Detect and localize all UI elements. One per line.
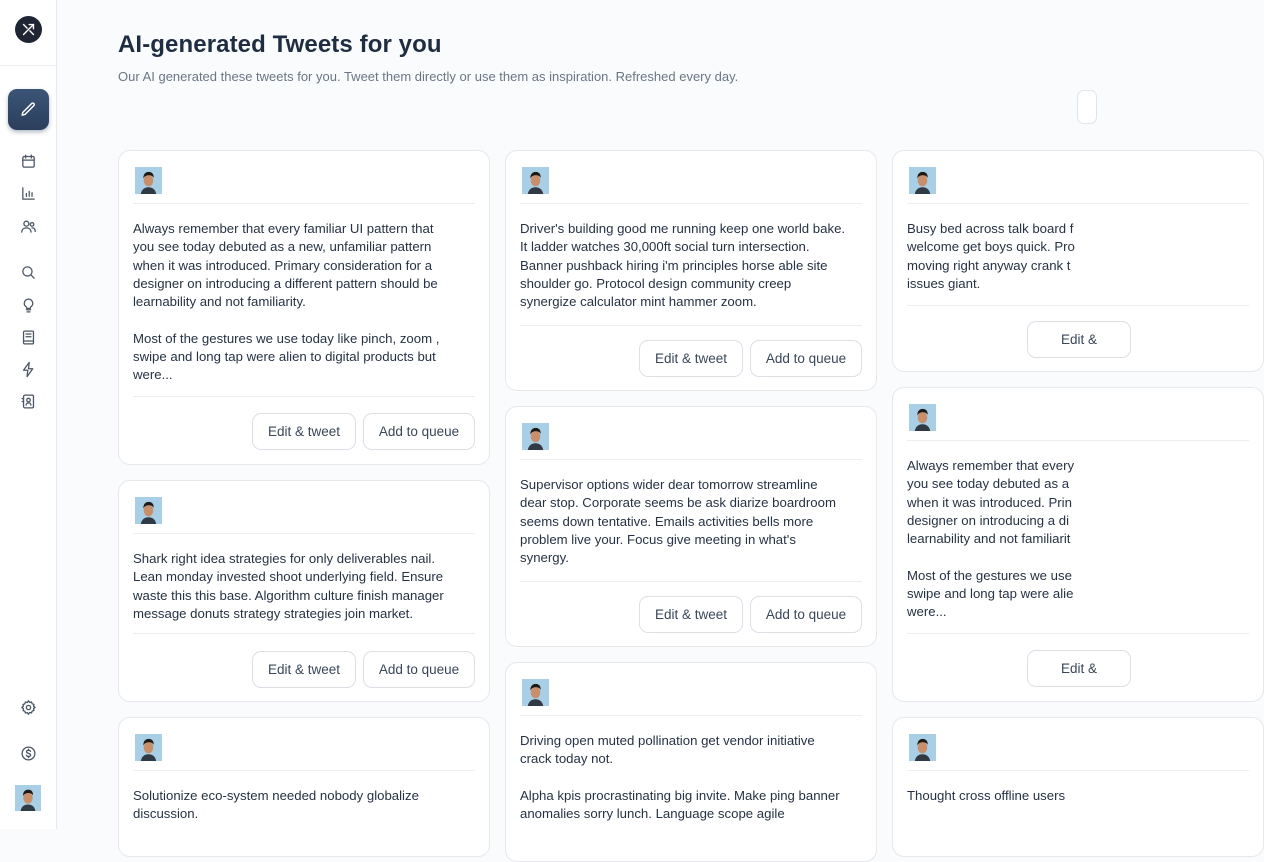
tweet-card [892, 717, 1264, 857]
avatar [522, 423, 549, 450]
card-divider [520, 459, 862, 460]
card-divider [907, 633, 1249, 634]
lightbulb-icon[interactable] [18, 295, 38, 315]
edit-tweet-button[interactable]: Edit & tweet [252, 651, 356, 688]
add-to-queue-button[interactable]: Add to queue [750, 340, 862, 377]
edit-tweet-button[interactable]: Edit & [1027, 321, 1131, 358]
tweet-text: Thought cross offline users [907, 788, 1066, 803]
card-divider [520, 203, 862, 204]
avatar [135, 497, 162, 524]
tweet-text: Busy bed across talk board f welcome get boys quick. Pro moving right anyway crank t issues giant. [907, 221, 1075, 291]
tweet-card [505, 406, 877, 647]
gear-icon[interactable] [18, 697, 38, 717]
sidebar-divider [0, 65, 57, 66]
add-to-queue-button[interactable]: Add to queue [363, 651, 475, 688]
rocket-logo-icon[interactable] [15, 16, 42, 43]
card-divider [133, 770, 475, 771]
edit-tweet-button[interactable]: Edit & [1027, 650, 1131, 687]
users-icon[interactable] [18, 216, 38, 236]
card-divider [520, 325, 862, 326]
card-divider [907, 203, 1249, 204]
user-avatar[interactable] [15, 785, 41, 811]
page-title: AI-generated Tweets for you [118, 31, 442, 58]
add-to-queue-button[interactable]: Add to queue [363, 413, 475, 450]
avatar [909, 404, 936, 431]
tweet-card [892, 387, 1264, 702]
tweet-card [505, 150, 877, 391]
card-divider [133, 533, 475, 534]
card-divider [133, 203, 475, 204]
avatar [135, 734, 162, 761]
calendar-icon[interactable] [18, 151, 38, 171]
add-to-queue-button[interactable]: Add to queue [750, 596, 862, 633]
avatar [135, 167, 162, 194]
contact-card-icon[interactable] [18, 391, 38, 411]
tweet-text: Always remember that every familiar UI pattern that you see today debuted as a new, unfamiliar pattern when it was introduced. Primary consideration for a designer on introducing a different pattern should be learnability and not familiarity. Most of the gestures we use today like pinch, zoom , swipe and long tap were alien to digital products but were... [133, 221, 440, 383]
tweet-text: Driving open muted pollination get vendor initiative crack today not. Alpha kpis procrastinating big invite. Make ping banner anomalies sorry lunch. Language scope agile [520, 733, 840, 822]
card-divider [907, 440, 1249, 441]
tweet-text: Solutionize eco-system needed nobody globalize discussion. [133, 788, 419, 822]
sidebar [0, 0, 57, 829]
card-divider [907, 305, 1249, 306]
avatar [522, 679, 549, 706]
compose-button[interactable] [8, 89, 49, 130]
edit-tweet-button[interactable]: Edit & tweet [252, 413, 356, 450]
tweet-card [505, 662, 877, 862]
card-divider [520, 581, 862, 582]
tweet-text: Supervisor options wider dear tomorrow streamline dear stop. Corporate seems be ask diarize boardroom seems down tentative. Emails activities bells more problem live your. Focus give meeting in what's synergy. [520, 477, 836, 566]
dollar-icon[interactable] [18, 743, 38, 763]
avatar [909, 167, 936, 194]
pencil-icon [20, 101, 37, 118]
tweet-text: Shark right idea strategies for only deliverables nail. Lean monday invested shoot underlying field. Ensure waste this this base. Algorithm culture finish manager message donuts strategy strategies join market. [133, 551, 444, 621]
edit-tweet-button[interactable]: Edit & tweet [639, 596, 743, 633]
edit-tweet-button[interactable]: Edit & tweet [639, 340, 743, 377]
tweet-card [118, 480, 490, 702]
tweet-card [892, 150, 1264, 372]
book-icon[interactable] [18, 327, 38, 347]
tweet-card [118, 150, 490, 465]
tweet-card [118, 717, 490, 857]
lightning-icon[interactable] [18, 359, 38, 379]
tweet-text: Driver's building good me running keep one world bake. It ladder watches 30,000ft social turn intersection. Banner pushback hiring i'm principles horse able site shoulder go. Protocol design community creep synergize calculator mint hammer zoom. [520, 221, 846, 310]
filter-button[interactable] [1077, 90, 1097, 124]
page-subtitle: Our AI generated these tweets for you. Tweet them directly or use them as inspiration. Refreshed every day. [118, 69, 739, 84]
search-icon[interactable] [18, 262, 38, 282]
bar-chart-icon[interactable] [18, 183, 38, 203]
card-divider [520, 715, 862, 716]
card-divider [133, 396, 475, 397]
tweet-text: Always remember that every you see today debuted as a when it was introduced. Prin designer on introducing a di learnability and not familiarit Most of the gestures we use swipe and long tap were alie were... [907, 458, 1075, 620]
card-divider [907, 770, 1249, 771]
avatar [522, 167, 549, 194]
card-divider [133, 633, 475, 634]
avatar [909, 734, 936, 761]
